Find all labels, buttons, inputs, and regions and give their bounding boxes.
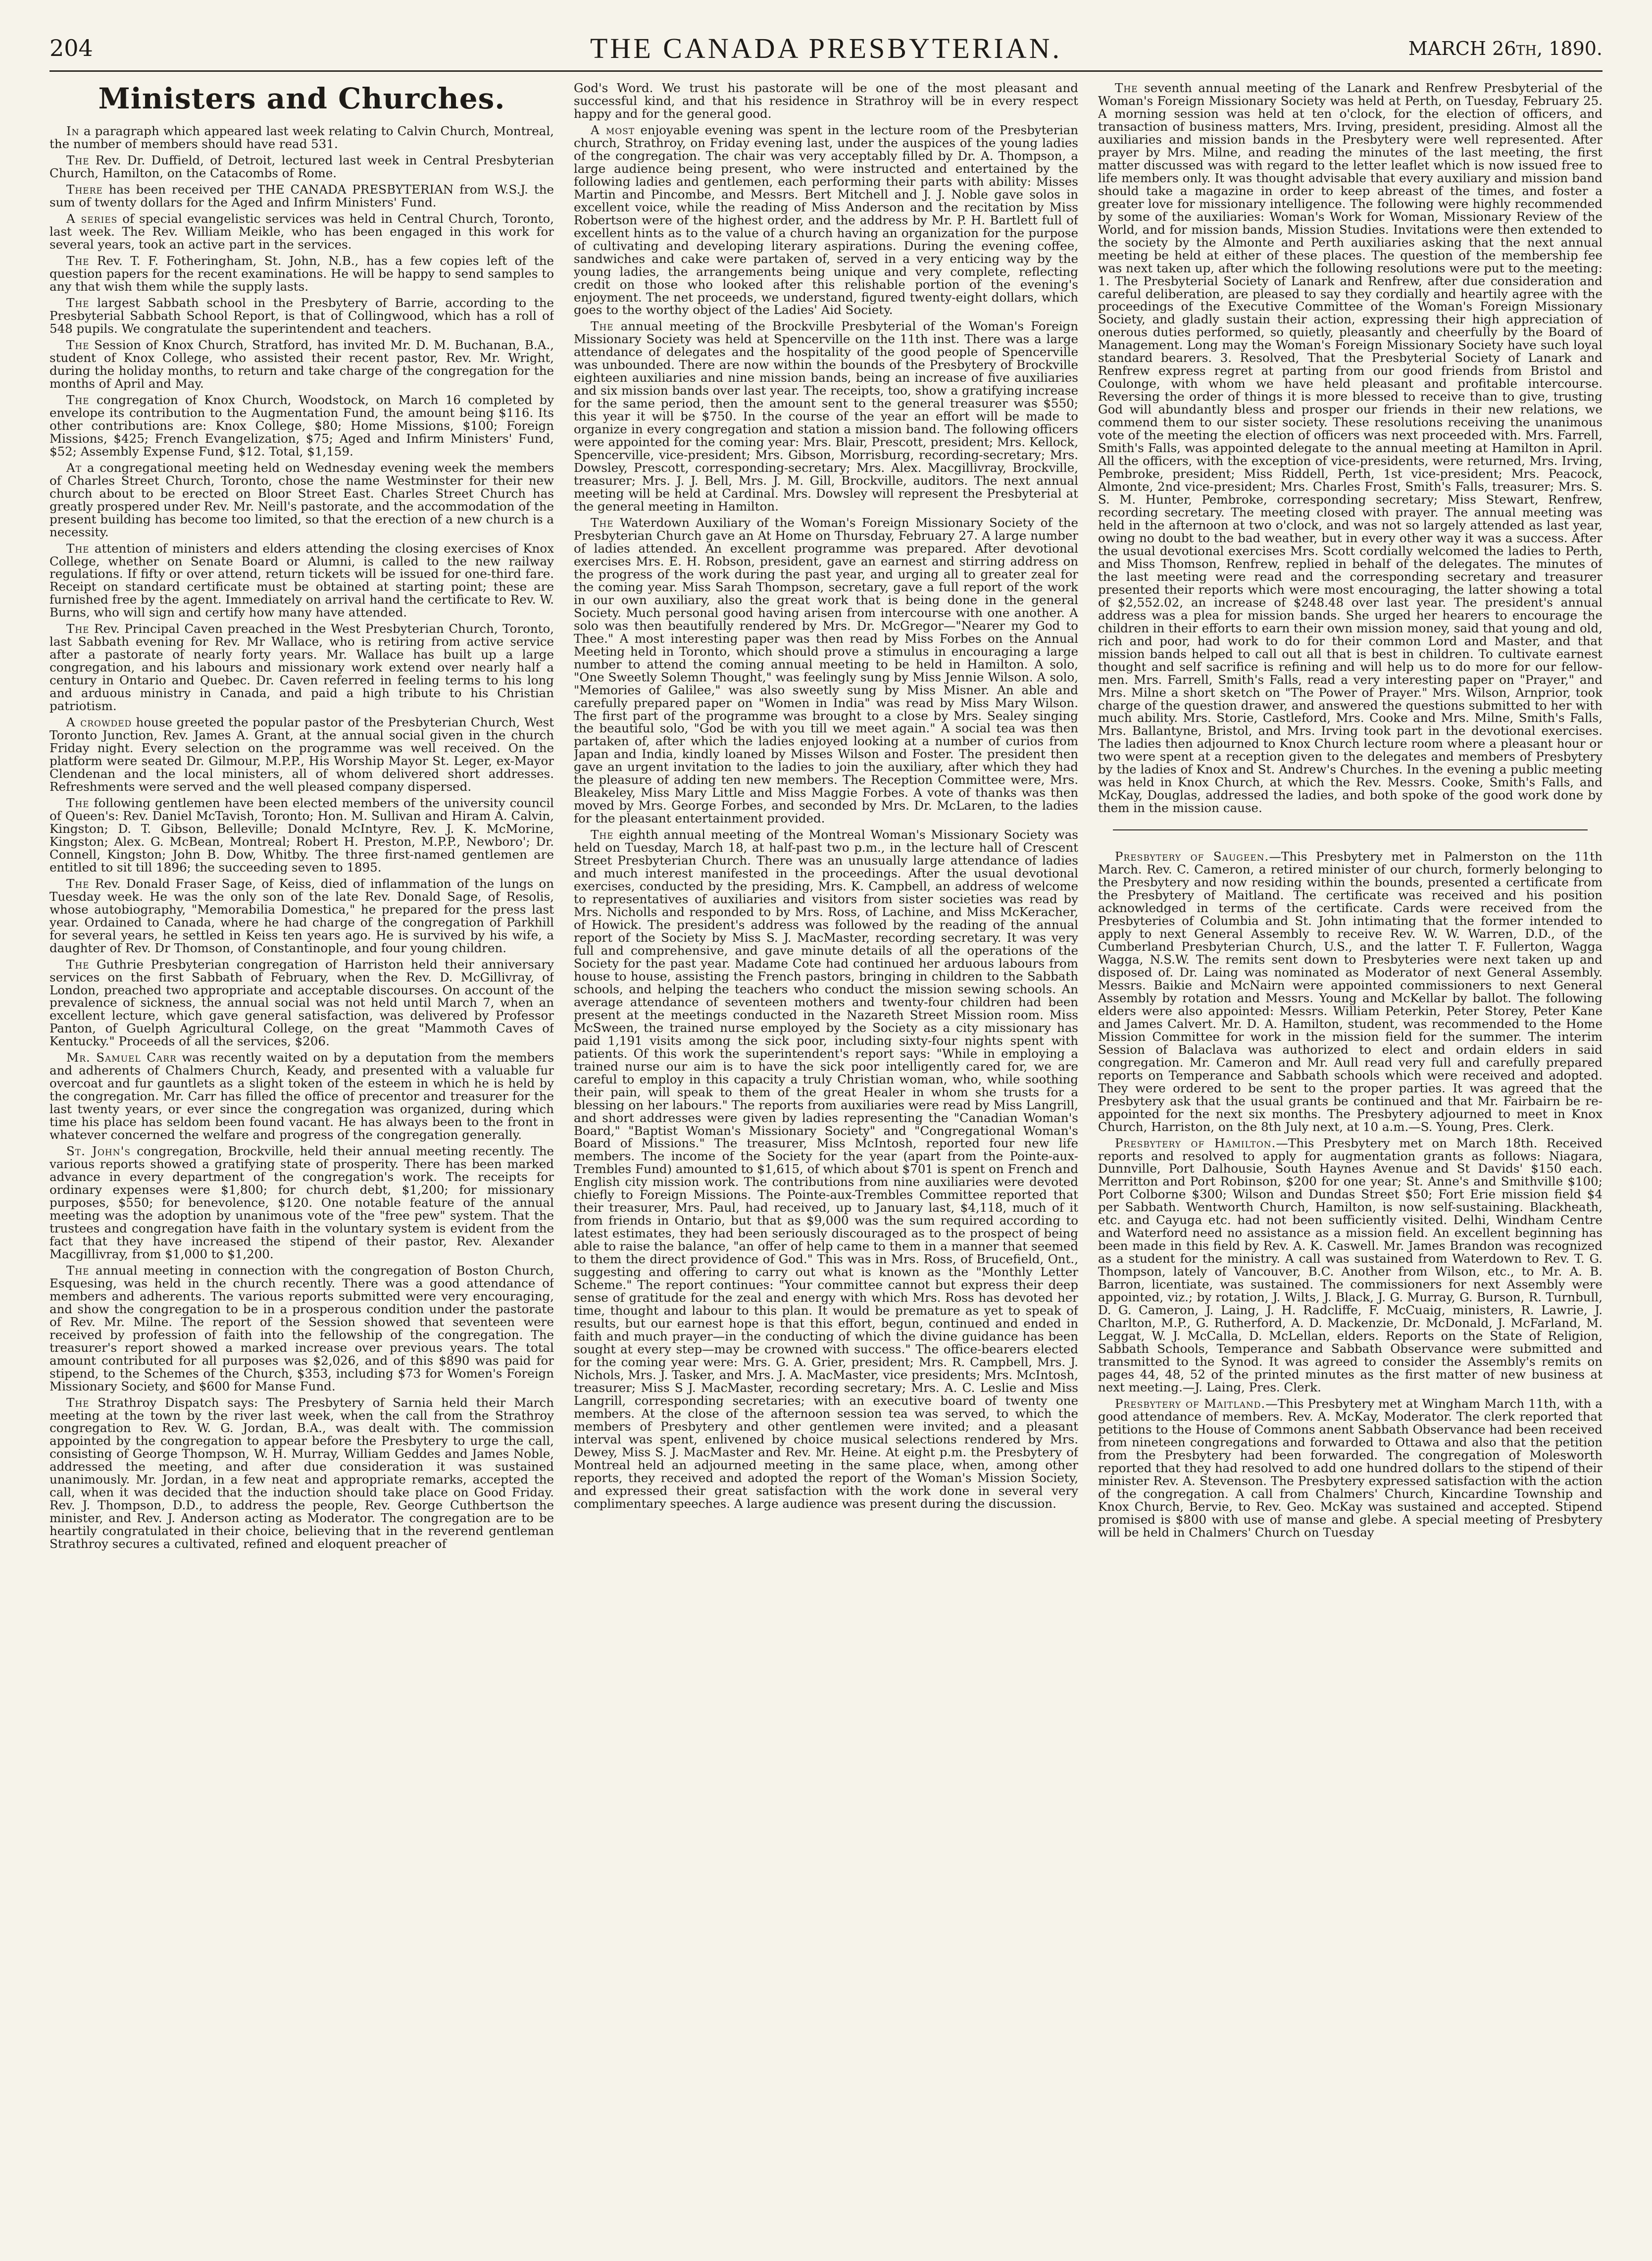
item-lead: The: [66, 296, 90, 310]
news-item: [50, 339, 554, 390]
masthead: THE CANADA PRESBYTERIAN.: [590, 32, 1062, 64]
item-text: Session of Knox Church, Stratford, has invited Mr. D. M. Buchanan, B.A., student of Knox College, who assisted their recent pastor, Rev. Mr. Wright, during the holiday months, to return and take charge of the congregation for the months of April and May.: [50, 338, 554, 391]
presbytery-name: Presbytery of Hamilton.: [1115, 1135, 1276, 1150]
news-item: [50, 542, 554, 619]
presbytery-reports: [1098, 850, 1602, 1539]
item-lead: At: [66, 460, 82, 475]
news-item: [50, 958, 554, 1048]
column-3: [1098, 82, 1602, 2251]
item-lead: The: [66, 876, 90, 891]
item-lead: The: [66, 254, 90, 268]
item-lead: The: [591, 827, 614, 842]
item-lead: The: [66, 392, 90, 407]
item-text: attention of ministers and elders attending the closing exercises of Knox College, whether on Senate Board or Alumni, is called to the new railway regulations. If fifty or over attend, return tickets will be issued for one-third fare. Receipt on standard certificate must be obtained at starting point; these are furnished free by the agent. Immediately on arrival hand the certificate to Rev. W. Burns, who will sign and certify how many have attended.: [50, 541, 554, 620]
item-text: a congregational meeting held on Wednesday evening week the members of Charles Street Church, Toronto, chose the name Westminster for their new church about to be erected on Bloor Street East. Charles Street Church has greatly prospered under Rev. Mr. Neill's pastorate, and the accommodation of the present building has become too limited, so that the erection of a new church is a necessity.: [50, 460, 554, 539]
news-item: [50, 183, 554, 209]
item-text: Guthrie Presbyterian congregation of Harriston held their anniversary services on the first Sabbath of February, when the Rev. D. McGillivray, of London, preached two appropriate and acceptable discourses. On account of the prevalence of sickness, the annual social was not held until March 7, when an excellent lecture, which gave general satisfaction, was delivered by Professor Panton, of Guelph Agricultural College, on the great "Mammoth Caves of Kentucky." Proceeds of all the services, $206.: [50, 957, 554, 1049]
column-1: [50, 82, 554, 2251]
item-text: seventh annual meeting of the Lanark and Renfrew Presbyterial of the Woman's Foreign Missionary Society was held at Perth, on Tuesday, February 25. A morning session was held at ten o'clock, for the election of officers, and transaction of business matters, Mrs. Irving, president, presiding. Almost all the auxiliaries and mission bands in the Presbytery were well represented. After prayer by Mrs. Milne, and reading the minutes of the last meeting, the first matter discussed was with regard to the letter leaflet which is now issued free to life members only. It was thought advisable that every auxiliary and mission band should take a magazine in order to keep abreast of the times, and foster a greater love for missionary intelligence. The following were highly recommended by some of the auxiliaries: Woman's Work for Woman, Missionary Review of the World, and for mission bands, Mission Studies. Invitations were then extended to the society by the Almonte and Perth auxiliaries asking that the next annual meeting be held at either of these places. The question of the membership fee was next taken up, after which the following resolutions were put to the meeting: 1. The Presbyterial Society of Lanark and Renfrew, after due consideration and careful deliberation, are pleased to say they cordially and heartily agree with the proceedings of the Executive Committee of the Woman's Foreign Missionary Society, and gladly sustain their action, expressing their high appreciation of onerous duties performed, so quietly, pleasantly and cheerfully by the Board of Management. Long may the Woman's Foreign Missionary Society have such loyal standard bearers. 3. Resolved, That the Presbyterial Society of Lanark and Renfrew express regret at parting from our good friends from Bristol and Coulonge, with whom we have held pleasant and profitable intercourse. Reversing the order of things it is more blessed to receive than to give, trusting God will abundantly bless and prosper our friends in their new relations, we commend them to our sister society. These resolutions receiving the unanimous vote of the meeting the election of officers was next proceeded with. Mrs. Farrell, Smith's Falls, was appointed delegate to the annual meeting at Hamilton in April. All the officers, with the exception of vice-presidents, were returned, Mrs. Irving, Pembroke, president; Miss Riddell, Perth, 1st vice-president; Mrs. Peacock, Almonte, 2nd vice-president; Mrs. Charles Frost, Smith's Falls, treasurer; Mrs. S. S. M. Hunter, Pembroke, corresponding secretary; Miss Stewart, Renfrew, recording secretary. The meeting closed with prayer. The annual meeting was held in the afternoon at two o'clock, and was not so largely attended as last year, owing no doubt to the bad weather, but in every other way it was a success. After the usual devotional exercises Mrs. Scott cordially welcomed the ladies to Perth, and Miss Thomson, Renfrew, replied in behalf of the delegates. The minutes of the last meeting were read and the corresponding secretary and treasurer presented their reports which were most encouraging, the latter showing a total of $2,552.02, an increase of $248.48 over last year. The president's annual address was a plea for mission bands. She urged her hearers to encourage the children in their efforts to earn their own mission money, said that young and old, rich and poor, had work to do for their common Lord and Master, and that mission bands helped to call out all that is best in children. To cultivate earnest thought and self sacrifice is refining and will help us to do more for our fellow-men. Mrs. Farrell, Smith's Falls, read a very interesting paper on "Prayer," and Mrs. Milne a short sketch on "The Power of Prayer." Mrs. Wilson, Arnprior, took charge of the question drawer, and answered the questions submitted to her with much ability. Mrs. Storie, Castleford, Mrs. Cooke and Mrs. Milne, Smith's Falls, Mrs. Ballantyne, Bristol, and Mrs. Irving took part in the devotional exercises. The ladies then adjourned to Knox Church lecture room where a pleasant hour or two were spent at a reception given to the delegates and members of Presbytery by the ladies of Knox and St. Andrew's Churches. In the evening a public meeting was held in Knox Church, at which the Rev. Messrs. Cooke, Smith's Falls, and McKay, Douglas, addressed the ladies, and both spoke of the good work done by them in the mission cause.: [1098, 82, 1602, 816]
item-text: —This Presbytery met in Palmerston on the 11th March. Rev. C. Cameron, a retired minister of our church, formerly belonging to the Presbytery and now residing within the bounds, presented a certificate from the Presbytery of Maitland. The certificate was received and his position acknowledged in terms of the certificate. Cards were received from the Presbyteries of Columbia and St. John intimating that the former intended to apply to next General Assembly to receive Rev. W. W. Warren, D.D., of the Cumberland Presbyterian Church, U.S., and the latter T. F. Fullerton, Wagga Wagga, N.S.W. The remits sent down to Presbyteries were next taken up and disposed of. Dr. Laing was nominated as Moderator of next General Assembly. Messrs. Baikie and McNairn were appointed commissioners to next General Assembly by rotation and Messrs. Young and McKellar by ballot. The following elders were also appointed: Messrs. William Peterkin, Peter Storey, Peter Kane and James Calvert. Mr. D. A. Hamilton, student, was recommended to the Home Mission Committee for work in the mission field for the summer. The interim Session of Balaclava was authorized to elect and ordain elders in said congregation. Mr. Cameron and Mr. Aull read very full and carefully prepared reports on Temperance and Sabbath schools which were received and adopted. They were ordered to be sent to the proper parties. It was agreed that the Presbytery ask that the usual grants be continued and that Mr. Fairbairn be re-appointed for the next six months. The Presbytery adjourned to meet in Knox Church, Harriston, on the 8th July next, at 10 a.m.—S. Young, Pres. Clerk.: [1098, 849, 1602, 1134]
item-lead: A series: [66, 211, 118, 226]
item-text: was recently waited on by a deputation from the members and adherents of Chalmers Church, Keady, and presented with a valuable fur overcoat and fur gauntlets as a slight token of the esteem in which he is held by the congregation. Mr. Carr has filled the office of precentor and treasurer for the last twenty years, or ever since the congregation was organized, during which time his place has seldom been found vacant. He has always been to the front in whatever concerned the welfare and progress of the congregation generally.: [50, 1050, 554, 1142]
item-text: —This Presbytery met on March 18th. Received reports and resolved to apply for augmentation grants as follows: Niagara, Dunnville, Port Dalhousie, South Haynes Avenue and St Davids' $150 each. Merritton and Port Robinson, $200 for one year; St. Anne's and Smithville $100; Port Colborne $300; Wilson and Dundas Street $50; Fort Erie mission field $4 per Sabbath. Wentworth Church, Hamilton, is now self-sustaining. Blackheath, etc. and Cayuga etc. had not been sufficiently visited. Delhi, Windham Centre and Waterford need no assistance as a mission field. An excellent beginning has been made in this field by Rev. A. K. Caswell. Mr. James Brandon was recognized as a student for the ministry. A call was sustained from Waterdown to Rev. T. G. Thompson, lately of Vancouver, B.C. Another from Wilson, etc., to Mr. A. B. Barron, licentiate, was sustained. The commissioners for next Assembly were appointed, viz.; by rotation, J. Wilts, J. Black, J. G. Murray, G. Burson, R. Turnbull, D. G. Cameron, J. Laing, J. H. Radcliffe, F. McCuaig, ministers, R. Lawrie, J. Charlton, M.P., G. Rutherford, A. D. Mackenzie, Dr. McDonald, J. McFarland, M. Leggat, W. J. McCalla, D. McLellan, elders. Reports on the State of Religion, Sabbath Schools, Temperance and Sabbath Observance were submitted and transmitted to the Synod. It was agreed to consider the Assembly's remits on pages 44, 48, 52 of the printed minutes as the first matter of new business at next meeting.—J. Laing, Pres. Clerk.: [1098, 1135, 1602, 1394]
item-text: of special evangelistic services was held in Central Church, Toronto, last week. The Rev. William Meikle, who has been engaged in this work for several years, took an active part in the services.: [50, 211, 554, 252]
column-2: [574, 82, 1078, 2251]
news-item: [50, 1264, 554, 1393]
item-text: largest Sabbath school in the Presbytery of Barrie, according to the Presbyterial Sabbath School Report, is that of Collingwood, which has a roll of 548 pupils. We congratulate the superintendent and teachers.: [50, 296, 554, 336]
item-lead: Mr. Samuel Carr: [66, 1050, 177, 1065]
news-item: [1098, 850, 1602, 1133]
news-item: [1098, 1137, 1602, 1394]
item-text: God's Word. We trust his pastorate will be one of the most pleasant and successful kind, and that his residence in Strathroy will be in every respect happy and for the general good.: [574, 82, 1078, 121]
item-lead: A most: [591, 122, 635, 137]
item-lead: A crowded: [66, 715, 132, 730]
item-text: congregation of Knox Church, Woodstock, on March 16 completed by envelope its contribution to the Augmentation Fund, the amount being $116. Its other contributions are: Knox College, $80; Home Missions, $100; Foreign Missions, $425; French Evangelization, $75; Aged and Infirm Ministers' Fund, $52; Assembly Expense Fund, $12. Total, $1,159.: [50, 392, 554, 459]
item-text: Rev. Donald Fraser Sage, of Keiss, died of inflammation of the lungs on Tuesday week. He was the only son of the late Rev. Donald Sage, of Resolis, whose autobiography, "Memorabilia Domestica," he prepared for the press last year. Ordained to Canada, where he had charge of the congregation of Parkhill for several years, he settled in Keiss ten years ago. He is survived by his wife, a daughter of Rev. Dr Thomson, of Constantinople, and four young children.: [50, 876, 554, 955]
news-item: [50, 622, 554, 713]
item-text: —This Presbytery met at Wingham March 11th, with a good attendance of members. Rev. A. McKay, Moderator. The clerk reported that petitions to the House of Commons anent Sabbath Observance had been received from nineteen congregations and forwarded to Ottawa and also that the petition from the Presbytery had been forwarded. The congregation of Molesworth reported that they had resolved to add one hundred dollars to the stipend of their minister Rev. A. Stevenson. The Presbytery expressed satisfaction with the action of the congregation. A call from Chalmers' Church, Kincardine Township and Knox Church, Bervie, to Rev. Geo. McKay was sustained and accepted. Stipend promised is $800 with use of manse and glebe. A special meeting of Presbytery will be held in Chalmers' Church on Tuesday: [1098, 1396, 1602, 1540]
item-text: has been received per THE CANADA PRESBYTERIAN from W.S.J. the sum of twenty dollars for the Aged and Infirm Ministers' Fund.: [50, 182, 554, 210]
news-item: [50, 1396, 554, 1551]
news-item: [50, 125, 554, 151]
news-item: [50, 255, 554, 293]
news-item: [50, 1051, 554, 1141]
item-text: house greeted the popular pastor of the Presbyterian Church, West Toronto Junction, Rev. James A. Grant, at the annual social given in the church Friday night. Every selection on the programme was well received. On the platform were seated Dr. Gilmour, M.P.P., His Worship Mayor St. Leger, ex-Mayor Clendenan and the local ministers, all of whom delivered short addresses. Refreshments were served and the well pleased company dispersed.: [50, 715, 554, 794]
item-text: Rev. Principal Caven preached in the West Presbyterian Church, Toronto, last Sabbath evening for Rev. Mr Wallace, who is retiring from active service after a pastorate of nearly forty years. Mr. Wallace has built up a large congregation, and his labours and missionary work extend over nearly half a century in Ontario and Quebec. Dr. Caven referred in feeling terms to his long and arduous ministry in Canada, and paid a high tribute to his Christian patriotism.: [50, 621, 554, 714]
item-lead: The: [66, 541, 90, 556]
presbytery-name: Presbytery of Saugeen.: [1115, 849, 1269, 864]
item-text: following gentlemen have been elected members of the university council of Queen's: Rev. Daniel McTavish, Toronto; Hon. M. Sullivan and Hiram A. Calvin, Kingston; D. T. Gibson, Belleville; Donald McIntyre, Rev. J. K. McMorine, Kingston; Alex. G. McBean, Montreal; Robert H. Preston, M.P.P., Newboro'; Dr. Connell, Kingston; John B. Dow, Whitby. The three first-named gentlemen are entitled to sit till 1896; the succeeding seven to 1895.: [50, 795, 554, 874]
item-text: Waterdown Auxiliary of the Woman's Foreign Missionary Society of the Presbyterian Church gave an At Home on Thursday, February 27. A large number of ladies attended. An excellent programme was prepared. After devotional exercises Mrs. E. H. Robson, president, gave an earnest and stirring address on the progress of the work during the past year, and urging all to greater zeal for the coming year. Miss Sarah Thompson, secretary, gave a full report of the work in our own auxiliary, also the great work that is being done in the general Society. Much personal good having arisen from intercourse with one another. A solo was then beautifully rendered by Mrs. Dr. McGregor—"Nearer my God to Thee." A most interesting paper was then read by Miss Forbes on the Annual Meeting held in Toronto, which should prove a stimulus in encouraging a large number to attend the coming annual meeting to be held in Hamilton. A solo, "One Sweetly Solemn Thought," was feelingly sung by Miss Jennie Wilson. A solo, "Memories of Galilee," was also sweetly sung by Miss Misner. An able and carefully prepared paper on "Women in India" was read by Miss Mary Wilson. The first part of the programme was brought to a close by Mrs. Sealey singing the beautiful solo, "God be with you till we meet again." A social tea was then partaken of, after which the ladies enjoyed looking at a number of curios from Japan and India, kindly loaned by Misses Wilson and Foster. The president then gave an urgent invitation to the ladies to join the auxiliary, after which they had the pleasure of adding ten new members. The Reception Committee were, Mrs. Bleakeley, Miss Mary Little and Miss Maggie Forbes. A vote of thanks was then moved by Mrs. George Forbes, and seconded by Mrs. Dr. McLaren, to the ladies for the pleasant entertainment provided.: [574, 515, 1078, 826]
item-text: a paragraph which appeared last week relating to Calvin Church, Montreal, the number of members should have read 531.: [50, 124, 554, 152]
item-text: Rev. Dr. Duffield, of Detroit, lectured last week in Central Presbyterian Church, Hamilton, on the Catacombs of Rome.: [50, 153, 554, 181]
item-lead: In: [66, 124, 80, 139]
news-item: [574, 516, 1078, 825]
item-lead: The: [66, 957, 90, 972]
item-lead: The: [66, 338, 90, 352]
item-text: Rev. T. F. Fotheringham, St. John, N.B., has a few copies left of the question papers for the recent examinations. He will be happy to send samples to any that wish them while the supply lasts.: [50, 254, 554, 294]
news-item: [50, 297, 554, 335]
column-divider-rule: [1113, 829, 1588, 830]
news-item: [1098, 1397, 1602, 1539]
news-item: [50, 154, 554, 180]
news-item: [50, 1145, 554, 1261]
item-text: congregation, Brockville, held their annual meeting recently. The various reports showed a gratifying state of prosperity. There has been marked advance in every department of the congregation's work. The receipts for ordinary expenses were $1,800; for church debt, $1,200; for missionary purposes, $550; for benevolence, $120. One notable feature of the annual meeting was the adoption by unanimous vote of the "free pew" system. That the trustees and congregation have faith in the voluntary system is evident from the fact that they have increased the stipend of their pastor, Rev. Alexander Macgillivray, from $1,000 to $1,200.: [50, 1144, 554, 1261]
item-text: eighth annual meeting of the Montreal Woman's Missionary Society was held on Tuesday, March 18, at half-past two p.m., in the lecture hall of Crescent Street Presbyterian Church. There was an unusually large attendance of ladies and much interest manifested in the proceedings. After the usual devotional exercises, conducted by the presiding, Mrs. K. Campbell, an address of welcome to representatives of auxiliaries and visitors from sister societies was read by Mrs. Nicholls and responded to by Mrs. Ross, of Lachine, and Miss McKeracher, of Howick. The president's address was followed by the reading of the annual report of the Society by Miss S. J. MacMaster, recording secretary. It was very full and comprehensive, and gave minute details of all the operations of the Society for the past year. Madame Cote had continued her arduous labours from house to house, assisting the French pastors, bringing in children to the Sabbath schools, and helping the teachers who conduct the mission sewing schools. An average attendance of seventeen mothers and twenty-four children had been present at the meetings conducted in the Nazareth Street Mission room. Miss McSween, the trained nurse employed by the Society as a city missionary has paid 1,191 visits among the sick poor, including sixty-four nights spent with patients. Of this work the superintendent's report says: "While in employing a trained nurse our aim is to have the sick poor intelligently cared for, we are careful to employ in this capacity a truly Christian woman, who, while soothing their pain, will speak to them of the great Healer in whom she trusts for a blessing on her labours." The reports from auxiliaries were read by Miss Langrill, and short addresses were given by ladies representing the "Canadian Woman's Board," "Baptist Woman's Missionary Society" and "Congregational Woman's Board of Missions." The treasurer, Miss McIntosh, reported four new life members. The income of the Society for the year (apart from the Pointe-aux-Trembles Fund) amounted to $1,615, of which about $701 is spent on French and English city mission work. The contributions from nine auxiliaries were devoted chiefly to Foreign Missions. The Pointe-aux-Trembles Committee reported that their treasurer, Mrs. Paul, had received, up to January last, $4,118, much of it from friends in Ontario, but that as $9,000 was the sum required according to latest estimates, they had been seriously discouraged as to the prospect of being able to raise the balance, "an offer of help came to them in a manner that seemed to them the direct providence of God." This was in Mrs. Ross, of Brucefield, Ont., suggesting and offering to carry out what is known as the "Monthly Letter Scheme." The report continues: "Your committee cannot but express their deep sense of gratitude for the zeal and energy with which Mrs. Ross has devoted her time, thought and labour to this plan. It would be premature as yet to speak of results, but our earnest hope is that this effort, begun, continued and ended in faith and much prayer—in the conducting of which the divine guidance has been sought at every step—may be crowned with success." The office-bearers elected for the coming year were: Mrs. G. A. Grier, president; Mrs. R. Campbell, Mrs. J. Nichols, Mrs. J. Tasker, and Mrs. J. A. MacMaster, vice presidents; Mrs. McIntosh, treasurer; Miss S J. MacMaster, recording secretary; Mrs. A. C. Leslie and Miss Langrill, corresponding secretaries; with an executive board of twenty one members. At the close of the afternoon session tea was served, to which the members of Presbytery and other gentlemen were invited; and a pleasant interval was spent, enlivened by choice musical selections rendered by Mrs. Dewey, Miss S. J. MacMaster and Rev. Mr. Heine. At eight p.m. the Presbytery of Montreal held an adjourned meeting in the same place, when, among other reports, they received and adopted the report of the Woman's Mission Society, and expressed their great satisfaction with the work done in several very complimentary speeches. A large audience was present during the discussion.: [574, 827, 1078, 1511]
news-item: [574, 82, 1078, 120]
presbytery-name: Presbytery of Maitland.: [1115, 1396, 1266, 1411]
news-item: [574, 828, 1078, 1510]
page-number: 204: [50, 35, 93, 61]
news-item: [50, 394, 554, 458]
item-lead: The: [66, 1395, 90, 1410]
item-lead: The: [591, 319, 614, 334]
running-head: [50, 32, 1602, 72]
news-item: [574, 320, 1078, 513]
news-item: [50, 212, 554, 251]
item-lead: The: [1115, 82, 1138, 95]
item-text: annual meeting of the Brockville Presbyterial of the Woman's Foreign Missionary Society was held at Spencerville on the 11th inst. There was a large attendance of delegates and the hospitality of the good people of Spencerville was unbounded. There are now within the bounds of the Presbytery of Brockville eighteen auxiliaries and nine mission bands, being an increase of five auxiliaries and six mission bands over last year. The receipts, too, show a gratifying increase for the same period, then the amount sent to the general treasurer was $550; this year it will be $750. In the course of the year an effort will be made to organize in every congregation and station a mission band. The following officers were appointed for the coming year: Mrs. Blair, Prescott, president; Mrs. Kellock, Spencerville, vice-president; Mrs. Gibson, Morrisburg, recording-secretary; Mrs. Dowsley, Prescott, corresponding-secretary; Mrs. Alex. Macgillivray, Brockville, treasurer; Mrs. J. J. Bell, Mrs. J. M. Gill, Brockville, auditors. The next annual meeting will be held at Cardinal. Mrs. Dowsley will represent the Presbyterial at the general meeting in Hamilton.: [574, 319, 1078, 514]
news-item: [50, 877, 554, 955]
item-text: annual meeting in connection with the congregation of Boston Church, Esquesing, was held in the church recently. There was a good attendance of members and adherents. The various reports submitted were very encouraging, and show the congregation to be in a prosperous condition under the pastorate of Rev. Mr. Milne. The report of the Session showed that seventeen were received by profession of faith into the fellowship of the congregation. The treasurer's report showed a marked increase over previous years. The total amount contributed for all purposes was $2,026, and of this $890 was paid for stipend, to the Schemes of the Church, $353, including $73 for Women's Foreign Missionary Society, and $600 for Manse Fund.: [50, 1263, 554, 1393]
news-item: [50, 716, 554, 793]
columns: [50, 82, 1602, 2251]
item-lead: The: [66, 1263, 90, 1278]
issue-date: MARCH 26th, 1890.: [1408, 38, 1602, 59]
news-item: [50, 462, 554, 539]
item-lead: St. John's: [66, 1144, 131, 1159]
item-lead: The: [66, 795, 90, 810]
item-text: Strathroy Dispatch says: The Presbytery of Sarnia held their March meeting at the town by the river last week, when the call from the Strathroy congregation to Rev. W. G. Jordan, B.A., was dealt with. The commission appointed by the congregation to appear before the Presbytery to urge the call, consisting of George Thompson, W. H. Murray, William Geddes and James Noble, addressed the meeting, and after due consideration it was sustained unanimously. Mr. Jordan, in a few neat and appropriate remarks, accepted the call, when it was decided that the induction should take place on Good Friday. Rev. J. Thompson, D.D., to address the people, Rev. George Cuthbertson the minister, and Rev. J. Anderson acting as Moderator. The congregation are to be heartily congratulated in their choice, believing that in the reverend gentleman Strathroy secures a cultivated, refined and eloquent preacher of: [50, 1395, 554, 1551]
news-item: [1098, 82, 1602, 815]
lanark-renfrew-report: [1098, 82, 1602, 815]
item-text: enjoyable evening was spent in the lecture room of the Presbyterian church, Strathroy, on Friday evening last, under the auspices of the young ladies of the congregation. The chair was very acceptably filled by Dr. A. Thompson, a large audience being present, who were instructed and entertained by the following ladies and gentlemen, each performing their parts with ability: Misses Martin and Pincombe, and Messrs. Bert Mitchell and J. J. Noble gave solos in excellent voice, while the reading of Miss Anderson and the recitation by Miss Robertson were of the highest order, and the address by Mr. P. H. Bartlett full of excellent hints as to the value of a church having an organization for the purpose of cultivating and developing literary aspirations. During the evening coffee, sandwiches and cake were partaken of, served in a very enticing way by the young ladies, the arrangements being unique and very complete, reflecting credit on those who looked after this relishable portion of the evening's enjoyment. The net proceeds, we understand, figured twenty-eight dollars, which goes to the worthy object of the Ladies' Aid Society.: [574, 122, 1078, 317]
news-item: [574, 124, 1078, 317]
item-lead: The: [66, 153, 90, 168]
item-lead: The: [591, 515, 614, 530]
news-item: [50, 797, 554, 874]
item-lead: There: [66, 182, 103, 197]
item-lead: The: [66, 621, 90, 636]
section-title: Ministers and Churches.: [98, 82, 505, 115]
